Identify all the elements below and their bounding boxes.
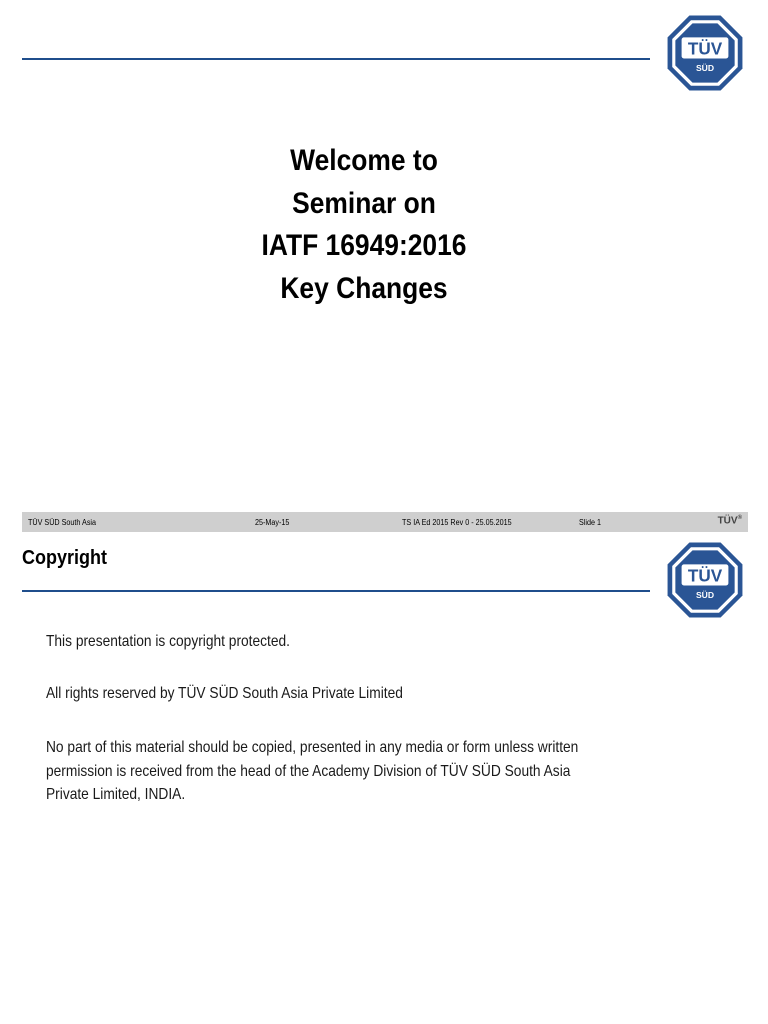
copyright-paragraph — [46, 630, 648, 654]
footer-brand-mark: ® — [737, 515, 742, 521]
title-line: IATF 16949:2016 — [261, 229, 467, 262]
rights-paragraph — [46, 682, 648, 706]
title-line: Welcome to — [290, 144, 438, 177]
header-rule — [22, 58, 650, 60]
footer-company: TÜV SÜD South Asia — [28, 518, 97, 527]
slide-title — [44, 140, 685, 310]
footer-doc-ref: TS IA Ed 2015 Rev 0 - 25.05.2015 — [402, 518, 512, 527]
title-line: Key Changes — [280, 271, 448, 305]
slide-2 — [0, 537, 768, 1024]
footer-slide-number: Slide 1 — [579, 518, 602, 527]
tuv-sud-logo-icon — [666, 541, 744, 619]
header-rule — [22, 590, 650, 592]
paragraph-line: All rights reserved by TÜV SÜD South Asia Private Limited — [46, 685, 403, 702]
paragraph-line: permission is received from the head of the Academy Division of TÜV SÜD South Asia — [46, 762, 571, 780]
logo-top-text: TÜV — [687, 38, 723, 59]
logo-top-text: TÜV — [687, 565, 723, 586]
footer-brand-logo — [718, 515, 742, 526]
slide-footer — [22, 512, 748, 532]
logo-bottom-text: SÜD — [695, 62, 715, 73]
page-title: Copyright — [22, 547, 107, 569]
paragraph-line: Private Limited, INDIA. — [46, 786, 186, 803]
tuv-sud-logo-icon — [666, 14, 744, 92]
footer-date: 25-May-15 — [255, 518, 290, 527]
paragraph-line: No part of this material should be copied, presented in any media or form unless written — [46, 739, 579, 756]
footer-brand-text: TÜV — [717, 515, 738, 527]
title-line: Seminar on — [292, 186, 436, 220]
paragraph-line: This presentation is copyright protected. — [46, 633, 290, 650]
logo-bottom-text: SÜD — [695, 589, 715, 600]
restriction-paragraph — [46, 736, 648, 807]
